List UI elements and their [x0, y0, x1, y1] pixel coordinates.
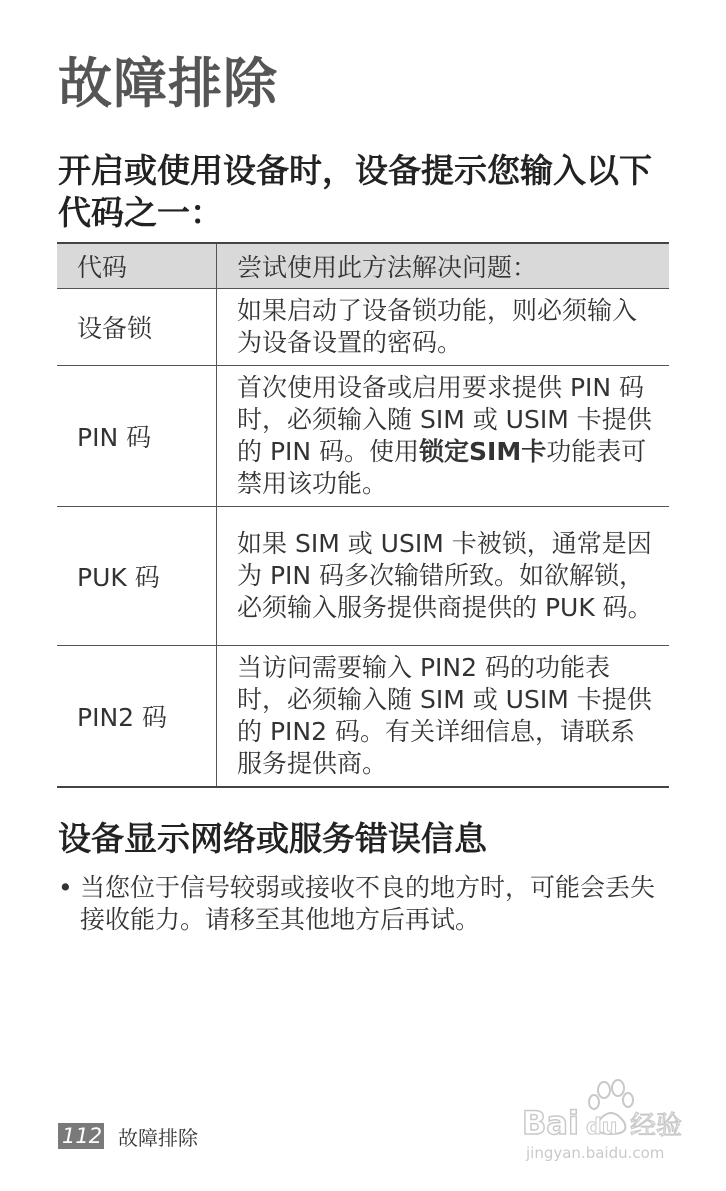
table-row	[57, 507, 669, 646]
code-table	[57, 242, 669, 788]
svg-text:jingyan.baidu.com: jingyan.baidu.com	[526, 1144, 665, 1162]
code-cell: PIN2 码	[57, 646, 217, 788]
code-cell: PUK 码	[57, 507, 217, 646]
page-number: 112	[58, 1123, 104, 1149]
table-row	[57, 289, 669, 366]
baidu-watermark-logo	[520, 1078, 690, 1164]
bullet-item	[58, 872, 670, 936]
footer-label: 故障排除	[118, 1125, 198, 1150]
svg-text:du: du	[586, 1115, 618, 1140]
code-cell: PIN 码	[57, 366, 217, 507]
column-header-code: 代码	[57, 243, 217, 289]
section-heading-code-prompt: 开启或使用设备时，设备提示您输入以下代码之一：	[58, 151, 652, 232]
solution-cell: 当访问需要输入 PIN2 码的功能表时，必须输入随 SIM 或 USIM 卡提供的 PIN2 码。有关详细信息，请联系服务提供商。	[217, 646, 670, 788]
table-header-row	[57, 243, 669, 289]
solution-cell: 如果 SIM 或 USIM 卡被锁，通常是因为 PIN 码多次输错所致。如欲解锁，必须输入服务提供商提供的 PUK 码。	[217, 507, 670, 646]
table-row	[57, 366, 669, 507]
solution-cell	[217, 366, 670, 507]
svg-text:经验: 经验	[630, 1111, 683, 1141]
bullet-dot-icon: •	[58, 873, 73, 902]
solution-text: 功能表可禁用该功能。	[237, 437, 647, 498]
bullet-text: 当您位于信号较弱或接收不良的地方时，可能会丢失接收能力。请移至其他地方后再试。	[80, 873, 656, 934]
page-footer	[58, 1123, 198, 1149]
table-row	[57, 646, 669, 788]
svg-text:Bai: Bai	[522, 1104, 579, 1142]
page-title: 故障排除	[58, 52, 278, 115]
menu-name-lock-sim: 锁定SIM卡	[419, 437, 547, 466]
solution-text: 首次使用设备或启用要求提供 PIN 码时，必须输入随 SIM 或 USIM 卡提供的 PIN 码。使用	[237, 373, 652, 466]
solution-cell: 如果启动了设备锁功能，则必须输入为设备设置的密码。	[217, 289, 670, 366]
column-header-solution: 尝试使用此方法解决问题：	[217, 243, 670, 289]
section-heading-network-error: 设备显示网络或服务错误信息	[58, 819, 487, 858]
code-cell: 设备锁	[57, 289, 217, 366]
